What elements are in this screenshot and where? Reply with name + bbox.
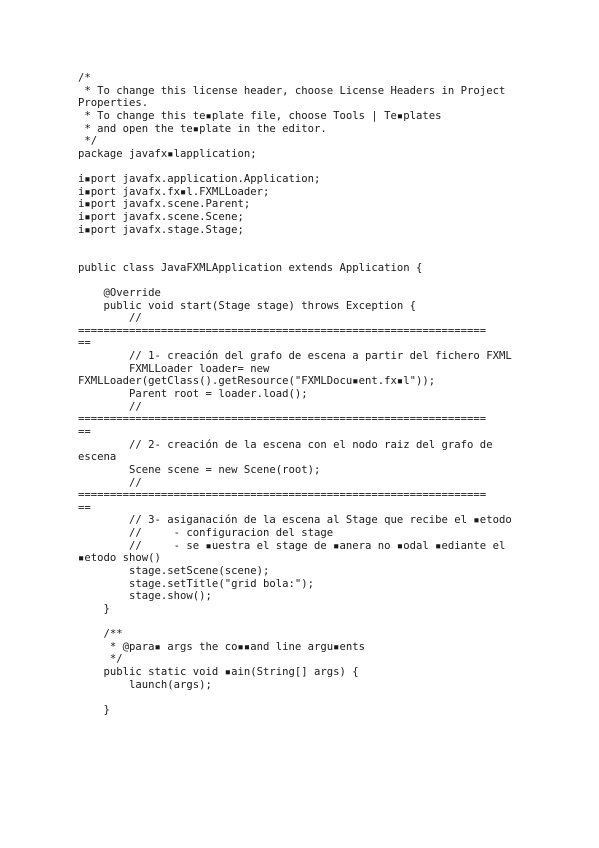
code-line: ▪etodo show() xyxy=(78,552,161,565)
code-line: stage.setTitle("grid bola:"); xyxy=(78,577,314,590)
code-line: * To change this license header, choose License Headers in Project xyxy=(78,84,506,97)
code-line: escena xyxy=(78,451,117,464)
code-line xyxy=(78,236,512,249)
code-line xyxy=(78,274,512,287)
code-line: i▪port javafx.application.Application; xyxy=(78,173,321,186)
code-line: @Override xyxy=(78,286,161,299)
code-line: ================================================================ xyxy=(78,324,487,337)
code-line: Scene scene = new Scene(root); xyxy=(78,463,321,476)
code-line: stage.setScene(scene); xyxy=(78,564,270,577)
code-line: /** xyxy=(78,628,123,641)
code-line: == xyxy=(78,425,91,438)
code-line: /* xyxy=(78,72,91,84)
code-line: // 3- asiganación de la escena al Stage que recibe el ▪etodo xyxy=(78,514,512,527)
code-line: */ xyxy=(78,653,123,666)
code-line: launch(args); xyxy=(78,678,212,691)
code-line xyxy=(78,249,512,262)
code-line xyxy=(78,616,512,629)
code-line: * @para▪ args the co▪▪and line argu▪ents xyxy=(78,640,366,653)
code-line: // - se ▪uestra el stage de ▪anera no ▪odal ▪ediante el xyxy=(78,539,506,552)
code-line: // xyxy=(78,312,142,325)
code-line: i▪port javafx.stage.Stage; xyxy=(78,223,244,236)
code-line: FXMLLoader(getClass().getResource("FXMLDocu▪ent.fx▪l")); xyxy=(78,375,436,388)
code-line: i▪port javafx.fx▪l.FXMLLoader; xyxy=(78,185,270,198)
code-line: */ xyxy=(78,135,98,148)
code-line: // xyxy=(78,400,142,413)
code-line: FXMLLoader loader= new xyxy=(78,362,270,375)
code-line: } xyxy=(78,704,110,717)
code-line: // 1- creación del grafo de escena a partir del fichero FXML xyxy=(78,350,512,363)
code-line: Parent root = loader.load(); xyxy=(78,388,308,401)
code-line: == xyxy=(78,337,91,350)
code-line: i▪port javafx.scene.Parent; xyxy=(78,198,251,211)
code-line: i▪port javafx.scene.Scene; xyxy=(78,211,244,224)
code-line: package javafx▪lapplication; xyxy=(78,147,257,160)
source-code-block xyxy=(78,72,512,717)
code-line: public static void ▪ain(String[] args) { xyxy=(78,666,359,679)
code-line: stage.show(); xyxy=(78,590,212,603)
code-line xyxy=(78,160,512,173)
code-line xyxy=(78,691,512,704)
code-line: ================================================================ xyxy=(78,489,487,502)
code-line: == xyxy=(78,501,91,514)
code-line: Properties. xyxy=(78,97,149,110)
code-line: } xyxy=(78,602,110,615)
code-line: // - configuracion del stage xyxy=(78,527,334,540)
code-line: * and open the te▪plate in the editor. xyxy=(78,122,327,135)
code-line: ================================================================ xyxy=(78,413,487,426)
code-line: public class JavaFXMLApplication extends Application { xyxy=(78,261,423,274)
code-line: // xyxy=(78,476,142,489)
code-line: public void start(Stage stage) throws Exception { xyxy=(78,299,417,312)
code-line: * To change this te▪plate file, choose Tools | Te▪plates xyxy=(78,109,442,122)
code-line: // 2- creación de la escena con el nodo raiz del grafo de xyxy=(78,438,493,451)
